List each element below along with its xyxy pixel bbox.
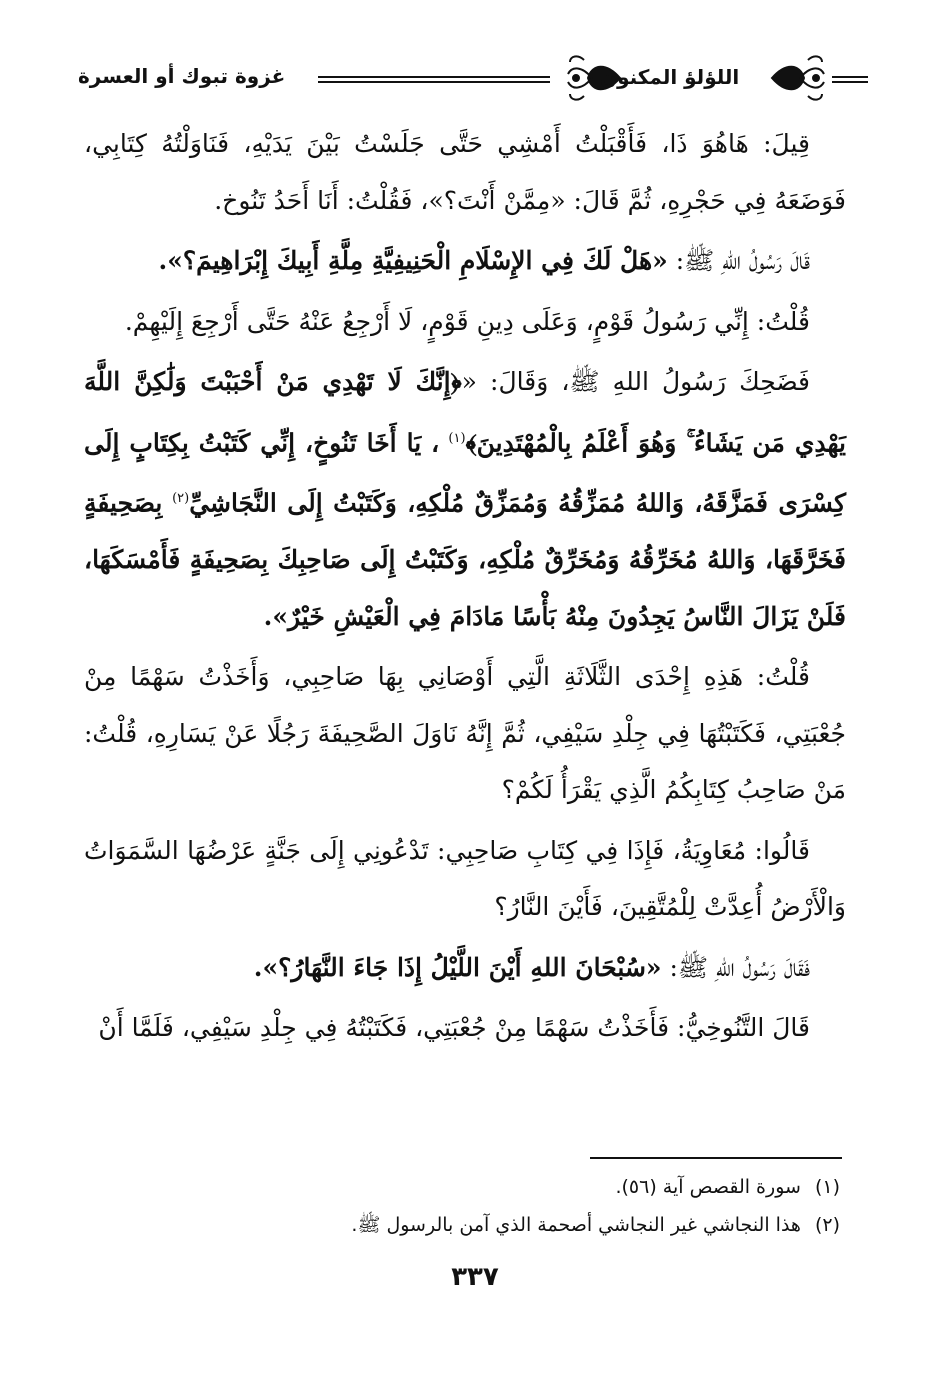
paragraph: قَالَ التَّنُوخِيُّ: فَأَخَذْتُ سَهْمًا مِنْ جُعْبَتِي، فَكَتَبْتُهُ فِي جِلْدِ سَيْفِي، فَلَمَّا أَنْ (98, 1013, 810, 1043)
book-title: اللؤلؤ المكنون (600, 65, 740, 89)
page-number: ٣٣٧ (451, 1262, 499, 1292)
header-rule (832, 81, 868, 83)
footnote-text: هذا النجاشي غير النجاشي أصحمة الذي آمن بالرسول ﷺ. (351, 1214, 801, 1236)
floral-ornament-icon (770, 48, 830, 108)
footnote-ref[interactable]: (١) (448, 430, 466, 446)
paragraph: قِيلَ: هَاهُوَ ذَا، فَأَقْبَلْتُ أَمْشِي حَتَّى جَلَسْتُ بَيْنَ يَدَيْهِ، فَنَاوَلْتُهُ كِتَابِي، فَوَضَعَهُ فِي حَجْرِهِ، ثُمَّ قَالَ: «مِمَّنْ أَنْتَ؟»، فَقُلْتُ: أَنَا أَحَدُ تَنُوخ. (84, 129, 846, 215)
footnote (180, 1168, 840, 1206)
paragraph: قُلْتُ: هَذِهِ إِحْدَى الثَّلَاثَةِ الَّتِي أَوْصَانِي بِهَا صَاحِبِي، وَأَخَذْتُ سَهْمًا مِنْ جُعْبَتِي، فَكَتَبْتُهَا فِي جِلْدِ سَيْفِي، ثُمَّ إِنَّهُ نَاوَلَ الصَّحِيفَةَ رَجُلًا عَنْ يَسَارِهِ، قُلْتُ: مَنْ صَاحِبُ كِتَابِكُمُ الَّذِي يَقْرَأُ لَكُمْ؟ (84, 662, 846, 805)
main-text (84, 116, 846, 1061)
hadith-quote: «سُبْحَانَ اللهِ أَيْنَ اللَّيْلُ إِذَا جَاءَ النَّهَارُ؟». (253, 952, 662, 982)
hadith-quote: بِصَحِيفَةٍ فَخَرَّقَهَا، وَاللهُ مُخَرِّقُهُ وَمُخَرِّقٌ مُلْكِهِ، وَكَتَبْتُ إِلَى صَاحِبِكَ بِصَحِيفَةٍ فَأَمْسَكَهَا، فَلَنْ يَزَالَ النَّاسُ يَجِدُونَ مِنْهُ بَأْسًا مَادَامَ فِي الْعَيْشِ خَيْرٌ». (84, 488, 846, 631)
narration: فَضَحِكَ رَسُولُ اللهِ ﷺ، وَقَالَ: « (461, 367, 810, 396)
footnote-ref[interactable]: (٢) (172, 491, 190, 507)
paragraph (84, 233, 846, 290)
footnote (180, 1206, 840, 1244)
header-rule (832, 76, 868, 78)
footnote-text: سورة القصص آية (٥٦). (615, 1176, 801, 1198)
header-rule (318, 81, 550, 83)
narration: فَقَالَ رَسُولُ اللهِ ﷺ: (669, 952, 810, 982)
hadith-quote: «هَلْ لَكَ فِي الإِسْلَامِ الْحَنِيفِيَّةِ مِلَّةِ أَبِيكَ إِبْرَاهِيمَ؟». (158, 246, 668, 275)
narration: قَالَ رَسُولُ اللهِ ﷺ: (675, 246, 810, 275)
paragraph (84, 354, 846, 645)
footnote-separator (590, 1157, 842, 1159)
paragraph (84, 940, 846, 997)
header-rule (318, 76, 550, 78)
quran-verse: ﴿إِنَّكَ لَا تَهْدِي مَنْ أَحْبَبْتَ وَلَٰكِنَّ اللَّهَ يَهْدِي مَن يَشَاءُ ۚ وَهُوَ أَعْلَمُ بِالْمُهْتَدِينَ﴾ (84, 367, 846, 457)
hadith-quote: ، يَا أَخَا تَنُوخٍ، إِنِّي كَتَبْتُ بِكِتَابٍ إِلَى كِسْرَى فَمَزَّقَهُ، وَاللهُ مُمَزِّقُهُ وَمُمَزِّقٌ مُلْكِهِ، وَكَتَبْتُ إِلَى النَّجَاشِيِّ (84, 427, 846, 518)
paragraph: قُلْتُ: إِنِّي رَسُولُ قَوْمٍ، وَعَلَى دِينِ قَوْمٍ، لَا أَرْجِعُ عَنْهُ حَتَّى أَرْجِعَ إِلَيْهِمْ. (124, 306, 810, 336)
footnotes (180, 1168, 840, 1244)
chapter-title: غزوة تبوك أو العسرة (78, 64, 286, 88)
footnote-number: (٢) (814, 1214, 840, 1236)
paragraph: قَالُوا: مُعَاوِيَةُ، فَإِذَا فِي كِتَابِ صَاحِبِي: تَدْعُونِي إِلَى جَنَّةٍ عَرْضُهَا السَّمَوَاتُ وَالْأَرْضُ أُعِدَّتْ لِلْمُتَّقِينَ، فَأَيْنَ النَّارُ؟ (84, 835, 846, 922)
footnote-number: (١) (814, 1176, 840, 1198)
running-header (0, 48, 947, 108)
